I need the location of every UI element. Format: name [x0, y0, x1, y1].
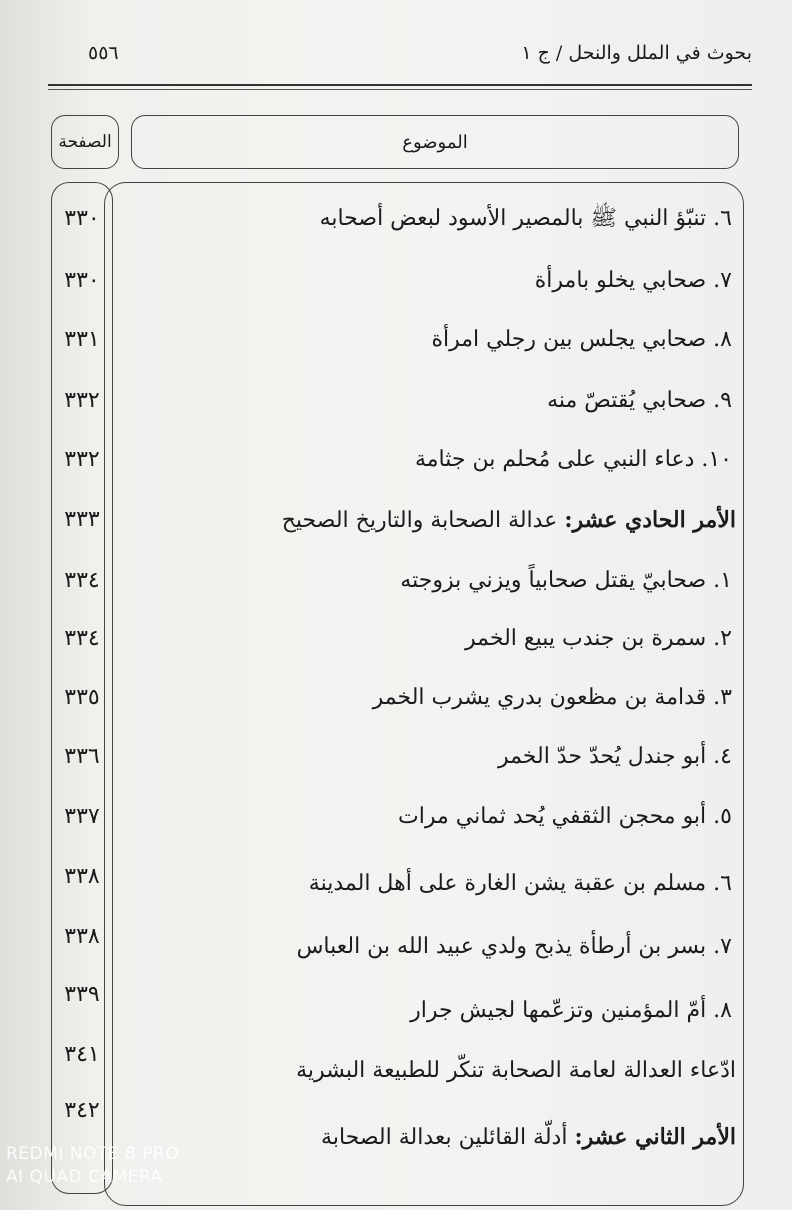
- toc-entry-text: ٢. سمرة بن جندب يبيع الخمر: [465, 626, 732, 651]
- toc-entry: [498, 742, 732, 772]
- toc-page-number: ٣٤١: [64, 1042, 100, 1067]
- toc-entry: [296, 1056, 736, 1086]
- camera-watermark: [6, 1143, 179, 1189]
- toc-entry-text: ١. صحابيّ يقتل صحابياً ويزني بزوجته: [400, 568, 732, 593]
- topic-column-label: الموضوع: [402, 131, 468, 153]
- toc-page-number: ٣٣٤: [64, 626, 100, 651]
- toc-page-number: ٣٣٨: [64, 924, 100, 949]
- toc-entry-text: ٧. صحابي يخلو بامرأة: [534, 268, 732, 293]
- toc-entry: [431, 325, 732, 355]
- running-title: بحوث في الملل والنحل / ج ١: [521, 42, 752, 64]
- header-rule: [48, 84, 752, 86]
- toc-page-number: ٣٣٣: [64, 507, 100, 532]
- watermark-line-1: REDMI NOTE 8 PRO: [6, 1144, 180, 1164]
- watermark-line-2: AI QUAD CAMERA: [6, 1167, 163, 1187]
- toc-entry: [373, 683, 732, 713]
- toc-entry-text: ٨. صحابي يجلس بين رجلي امرأة: [431, 327, 732, 352]
- toc-page-number: ٣٣٩: [64, 982, 100, 1007]
- toc-entry-text: ٣. قدامة بن مظعون بدري يشرب الخمر: [372, 685, 732, 710]
- toc-entry-text: ٨. أمّ المؤمنين وتزعّمها لجيش جرار: [410, 998, 732, 1023]
- toc-entry-text: ٥. أبو محجن الثقفي يُحد ثماني مرات: [398, 804, 732, 829]
- toc-page-number: ٣٣٦: [64, 744, 100, 769]
- toc-section-heading: [282, 505, 736, 536]
- toc-entry-text: ادّعاء العدالة لعامة الصحابة تنكّر للطبيعة البشرية: [296, 1058, 736, 1083]
- toc-page-number: ٣٤٢: [64, 1098, 100, 1123]
- toc-page-number: ٣٣٠: [64, 268, 100, 293]
- section-heading-text: عدالة الصحابة والتاريخ الصحيح: [281, 508, 565, 533]
- section-heading-label: الأمر الحادي عشر:: [564, 507, 736, 533]
- toc-entry: [398, 802, 732, 832]
- page-number: ٥٥٦: [88, 42, 119, 64]
- toc-section-heading: [321, 1122, 736, 1153]
- page-column-label: الصفحة: [58, 132, 112, 152]
- topic-column-header: [131, 115, 739, 169]
- header-rule-thin: [48, 89, 752, 90]
- toc-entry: [410, 996, 732, 1026]
- toc-entry: [465, 624, 732, 654]
- toc-page-number: ٣٣٧: [64, 804, 100, 829]
- toc-entry-text: ٦. مسلم بن عقبة يشن الغارة على أهل المدينة: [308, 871, 732, 896]
- toc-entry-text: ٩. صحابي يُقتصّ منه: [547, 388, 732, 413]
- toc-page-number: ٣٣٢: [64, 388, 100, 413]
- section-heading-label: الأمر الثاني عشر:: [574, 1124, 736, 1150]
- section-heading-text: أدلّة القائلين بعدالة الصحابة: [321, 1125, 575, 1150]
- toc-page-number: ٣٣٠: [64, 206, 100, 231]
- toc-entry: [400, 566, 732, 596]
- toc-entry-text: ٦. تنبّؤ النبي ﷺ بالمصير الأسود لبعض أصحابه: [319, 206, 732, 231]
- toc-entry-text: ٧. بسر بن أرطأة يذبح ولدي عبيد الله بن العباس: [296, 934, 732, 959]
- toc-page-number: ٣٣٨: [64, 864, 100, 889]
- toc-entry: [320, 204, 732, 234]
- toc-entry-text: ٤. أبو جندل يُحدّ حدّ الخمر: [497, 744, 732, 769]
- toc-page-number: ٣٣٢: [64, 447, 100, 472]
- running-header: [28, 38, 752, 82]
- toc-page-number: ٣٣١: [64, 327, 100, 352]
- toc-entry: [415, 445, 732, 475]
- toc-page-number: ٣٣٥: [64, 685, 100, 710]
- toc-entry-text: ١٠. دعاء النبي على مُحلم بن جثامة: [414, 447, 732, 472]
- toc-entry: [547, 386, 732, 416]
- toc-page-number: ٣٣٤: [64, 568, 100, 593]
- page-column-header: [51, 115, 119, 169]
- toc-entry: [309, 869, 732, 899]
- toc-entry: [297, 932, 732, 962]
- toc-entry: [535, 266, 732, 296]
